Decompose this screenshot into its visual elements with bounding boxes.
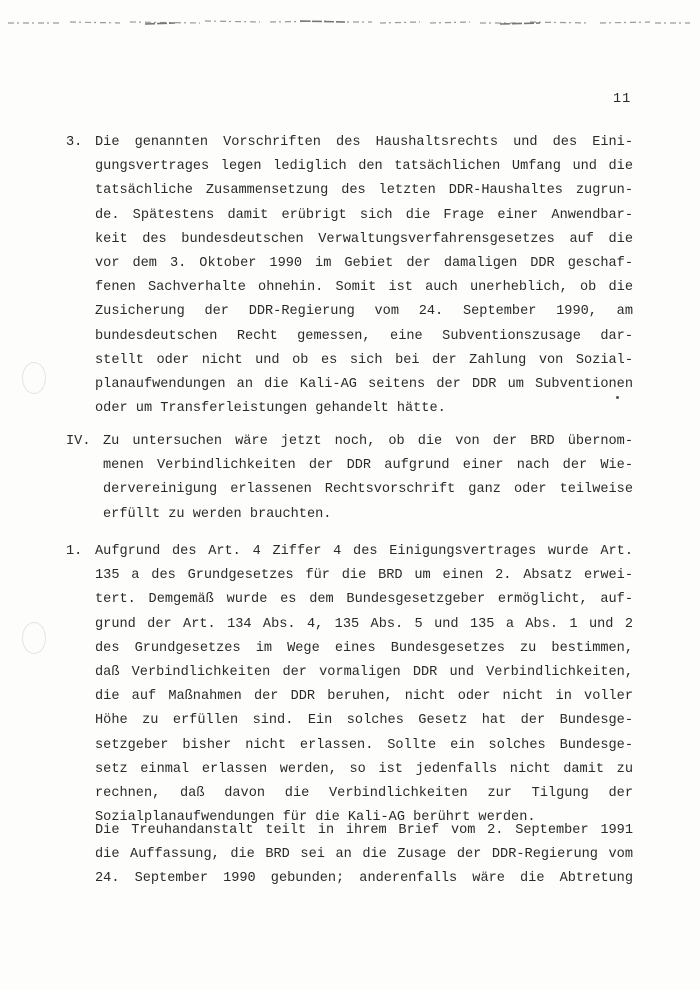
text-line: daß Verbindlichkeiten der vormaligen DDR und Verbindlichkeiten,: [95, 665, 633, 681]
section-number: IV.: [66, 434, 91, 449]
section-3-paragraph: [95, 131, 633, 421]
text-line: vor dem 3. Oktober 1990 im Gebiet der damaligen DDR geschaf-: [95, 256, 633, 272]
text-line: des Grundgesetzes im Wege eines Bundesgesetzes zu bestimmen,: [95, 640, 633, 656]
text-line: bundesdeutschen Recht gemessen, eine Subventionszusage dar-: [95, 328, 633, 344]
text-line: de. Spätestens damit erübrigt sich die Frage einer Anwendbar-: [95, 207, 633, 223]
text-line: erfüllt zu werden brauchten.: [103, 506, 332, 522]
text-line: 24. September 1990 gebunden; anderenfalls wäre die Abtretung: [95, 871, 633, 887]
text-line: tert. Demgemäß wurde es dem Bundesgesetzgeber ermöglicht, auf-: [95, 592, 633, 608]
punch-hole-upper: [22, 362, 46, 394]
text-line: dervereinigung erlassenen Rechtsvorschrift ganz oder teilweise: [103, 482, 633, 498]
text-line: Die Treuhandanstalt teilt in ihrem Brief vom 2. September 1991: [95, 823, 633, 838]
section-iv-paragraph: [103, 430, 633, 527]
text-line: die Auffassung, die BRD sei an die Zusage der DDR-Regierung vom: [95, 847, 633, 863]
text-line: keit des bundesdeutschen Verwaltungsverfahrensgesetzes auf die: [95, 231, 633, 247]
treuhand-paragraph: [95, 819, 633, 892]
text-line: Sozialplanaufwendungen für die Kali-AG berührt werden.: [95, 810, 536, 826]
text-line: die auf Maßnahmen der DDR beruhen, nicht oder nicht in voller: [95, 689, 633, 705]
text-line: stellt oder nicht und ob es sich bei der Zahlung von Sozial-: [95, 352, 633, 368]
text-line: fenen Sachverhalte ohnehin. Somit ist auch unerheblich, ob die: [95, 280, 633, 296]
section-number: 1.: [66, 544, 83, 559]
text-line: rechnen, daß davon die Verbindlichkeiten zur Tilgung der: [95, 786, 633, 802]
text-line: Aufgrund des Art. 4 Ziffer 4 des Einigungsvertrages wurde Art.: [95, 544, 633, 559]
text-line: grund der Art. 134 Abs. 4, 135 Abs. 5 und 135 a Abs. 1 und 2: [95, 616, 633, 632]
text-line: Höhe zu erfüllen sind. Ein solches Gesetz hat der Bundesge-: [95, 713, 633, 729]
text-line: tatsächliche Zusammensetzung des letzten DDR-Haushaltes zugrun-: [95, 183, 633, 199]
punch-hole-lower: [22, 622, 46, 654]
section-number: 3.: [66, 135, 83, 150]
text-line: Die genannten Vorschriften des Haushaltsrechts und des Eini-: [95, 135, 633, 150]
text-line: gungsvertrages legen lediglich den tatsächlichen Umfang und die: [95, 159, 633, 175]
text-line: 135 a des Grundgesetzes für die BRD um einen 2. Absatz erwei-: [95, 568, 633, 584]
text-line: setz einmal erlassen werden, so ist jedenfalls nicht damit zu: [95, 761, 633, 777]
section-1-paragraph: [95, 540, 633, 830]
text-line: Zu untersuchen wäre jetzt noch, ob die von der BRD übernom-: [103, 434, 633, 449]
text-line: planaufwendungen an die Kali-AG seitens der DDR um Subventionen: [95, 377, 633, 393]
text-line: menen Verbindlichkeiten der DDR aufgrund einer nach der Wie-: [103, 458, 633, 474]
page-number: 11: [613, 92, 632, 107]
scan-edge-noise: [0, 16, 700, 30]
text-line: setzgeber bisher nicht erlassen. Sollte ein solches Bundesge-: [95, 737, 633, 753]
text-line: oder um Transferleistungen gehandelt hätte.: [95, 401, 446, 417]
text-line: Zusicherung der DDR-Regierung vom 24. September 1990, am: [95, 304, 633, 320]
